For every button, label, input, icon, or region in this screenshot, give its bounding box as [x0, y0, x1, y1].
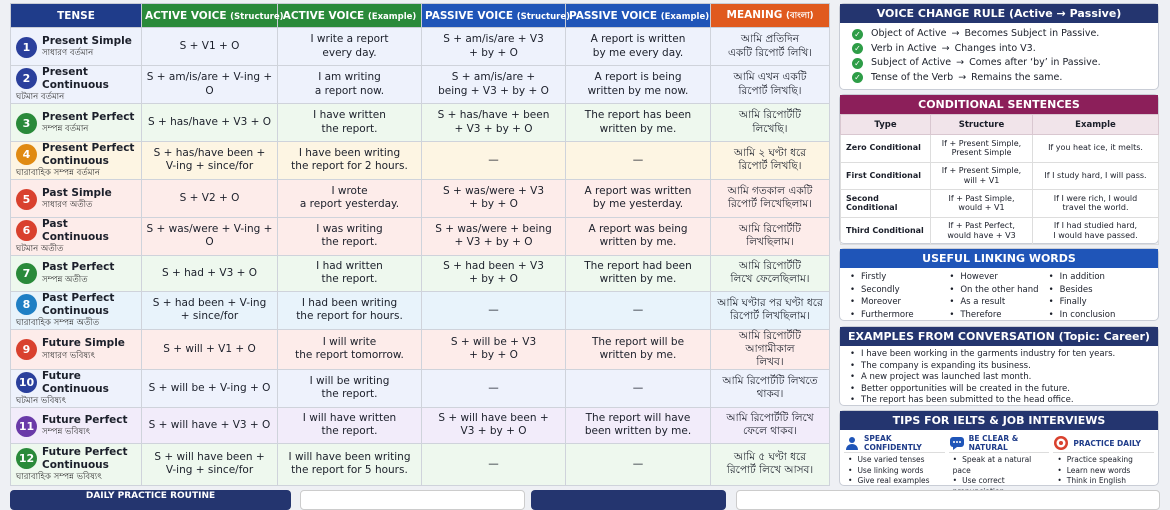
tense-name: Future Perfect — [42, 413, 128, 426]
tense-bangla-name: সম্পন্ন ভবিষ্যৎ — [42, 426, 91, 437]
linking-word: • As a result — [949, 296, 1048, 309]
linking-word: • Besides — [1049, 284, 1148, 297]
arrow-right-icon: → — [951, 28, 960, 39]
rule-item — [852, 71, 1146, 86]
column-header — [422, 4, 570, 28]
active-example-cell: I will have written the report. — [278, 407, 422, 443]
meaning-cell: আমি ঘণ্টার পর ঘণ্টা ধরে রিপোর্ট লিখছিলাম। — [711, 291, 830, 329]
conditional-row — [841, 217, 1159, 245]
conditional-column-header: Example — [1033, 115, 1159, 135]
passive-structure-cell: S + was/were + V3 + by + O — [422, 179, 566, 217]
tip-item: • Use correct — [953, 476, 1050, 497]
conditional-row — [841, 190, 1159, 218]
meaning-cell: আমি ২ ঘণ্টা ধরে রিপোর্ট লিখছি। — [711, 142, 830, 180]
column-header-main: MEANING — [726, 8, 783, 21]
linking-words-panel — [839, 248, 1159, 321]
tense-name: Present Perfect — [42, 110, 135, 123]
passive-example-cell: A report is being written by me now. — [566, 66, 711, 104]
tip-column-head — [949, 434, 1050, 452]
active-structure-cell: S + am/is/are + V-ing + O — [142, 66, 278, 104]
tense-bangla-name: ঘটমান ভবিষ্যৎ — [16, 396, 67, 407]
passive-example-cell: — — [566, 370, 711, 408]
tense-bangla-name: ঘারাবাহিক সম্পন্ন অতীত — [16, 318, 100, 328]
tip-item: • Give real examples — [848, 476, 945, 487]
tip-column-head — [844, 434, 945, 452]
passive-structure-cell: — — [422, 443, 566, 485]
active-example-cell: I will write the report tomorrow. — [278, 329, 422, 369]
table-body — [11, 28, 830, 486]
meaning-cell: আমি প্রতিদিন একটি রিপোর্ট লিখি। — [711, 28, 830, 66]
column-header-sub: (Structure) — [516, 11, 570, 22]
passive-structure-cell: S + am/is/are + V3 + by + O — [422, 28, 566, 66]
conditional-structure: If + Past Simple, would + V1 — [931, 190, 1033, 218]
tense-cell — [11, 407, 142, 443]
tense-number-badge: 1 — [16, 37, 37, 58]
active-structure-cell: S + will + V1 + O — [142, 329, 278, 369]
tense-number-badge: 10 — [16, 372, 37, 393]
tip-column-head — [1053, 434, 1154, 452]
table-row — [11, 179, 830, 217]
conditional-structure: If + Present Simple, Present Simple — [931, 135, 1033, 163]
tips-title: TIPS FOR IELTS & JOB INTERVIEWS — [840, 411, 1158, 430]
tip-item: • Speak at a natural pace — [953, 455, 1050, 476]
linking-word: • Moreover — [850, 296, 949, 309]
meaning-cell: আমি রিপোর্টটি লিখে ফেলে থাকব। — [711, 407, 830, 443]
tip-item: • Practice speaking — [1057, 455, 1154, 466]
tense-bangla-name: সম্পন্ন অতীত — [42, 274, 88, 285]
passive-example-cell: — — [566, 443, 711, 485]
table-row — [11, 104, 830, 142]
conversation-list — [840, 346, 1158, 410]
rule-from: Tense of the Verb — [871, 71, 954, 83]
conversation-example: • I have been working in the garments industry for ten years. — [850, 349, 1148, 361]
speech-bubble-icon — [949, 435, 965, 451]
tip-column-title: BE CLEAR & NATURAL — [968, 434, 1019, 452]
active-example-cell: I wrote a report yesterday. — [278, 179, 422, 217]
check-circle-icon: ✓ — [852, 43, 863, 54]
meaning-cell: আমি রিপোর্টটি লিখছিলাম। — [711, 217, 830, 255]
table-row — [11, 291, 830, 329]
passive-example-cell: — — [566, 291, 711, 329]
tense-number-badge: 4 — [16, 144, 37, 165]
passive-structure-cell: S + has/have + been + V3 + by + O — [422, 104, 566, 142]
column-header — [711, 4, 830, 28]
conditional-type: Third Conditional — [841, 217, 931, 245]
table-header-row — [11, 4, 830, 28]
tip-item: • Use linking words — [848, 466, 945, 477]
voice-change-rule-title: VOICE CHANGE RULE (Active → Passive) — [840, 4, 1158, 23]
linking-word: • In addition — [1049, 271, 1148, 284]
column-header — [566, 4, 711, 28]
active-example-cell: I have been writing the report for 2 hours. — [278, 142, 422, 180]
tense-name: Past Perfect Continuous — [42, 291, 115, 317]
rule-item — [852, 27, 1146, 42]
bottom-panel-right — [736, 490, 1160, 510]
passive-example-cell: A report was written by me yesterday. — [566, 179, 711, 217]
active-structure-cell: S + had been + V-ing + since/for — [142, 291, 278, 329]
tense-name: Future Simple — [42, 337, 125, 350]
active-structure-cell: S + will have been + V-ing + since/for — [142, 443, 278, 485]
voice-change-rule-list — [840, 23, 1158, 89]
linking-word: • However — [949, 271, 1048, 284]
passive-example-cell: The report will be written by me. — [566, 329, 711, 369]
active-structure-cell: S + was/were + V-ing + O — [142, 217, 278, 255]
arrow-right-icon: → — [958, 71, 967, 83]
active-example-cell: I was writing the report. — [278, 217, 422, 255]
conditional-table — [840, 114, 1159, 245]
column-header-main: PASSIVE VOICE — [425, 9, 514, 22]
tense-cell — [11, 142, 142, 180]
table-row — [11, 28, 830, 66]
linking-word: • Finally — [1049, 296, 1148, 309]
conditional-example: If I had studied hard, I would have passed. — [1033, 217, 1159, 245]
active-structure-cell: S + V1 + O — [142, 28, 278, 66]
tense-cell — [11, 217, 142, 255]
passive-example-cell: The report has been written by me. — [566, 104, 711, 142]
column-header-sub: (বাংলা) — [786, 10, 814, 21]
column-header-main: TENSE — [57, 9, 95, 22]
conversation-example: • Better opportunities will be created in the future. — [850, 384, 1148, 396]
meaning-cell: আমি রিপোর্টটি আগামীকাল লিখব। — [711, 329, 830, 369]
conditional-title: CONDITIONAL SENTENCES — [840, 95, 1158, 114]
passive-structure-cell: — — [422, 142, 566, 180]
column-header — [142, 4, 284, 28]
active-example-cell: I write a report every day. — [278, 28, 422, 66]
conditional-example: If I were rich, I would travel the world. — [1033, 190, 1159, 218]
conversation-panel — [839, 326, 1159, 406]
passive-structure-cell: — — [422, 291, 566, 329]
bottom-panel-middle — [300, 490, 525, 510]
tense-cell — [11, 255, 142, 291]
passive-structure-cell: S + had been + V3 + by + O — [422, 255, 566, 291]
conditional-column-header: Type — [841, 115, 931, 135]
table-row — [11, 407, 830, 443]
person-icon — [844, 435, 860, 451]
column-header-sub: (Structure) — [230, 11, 284, 22]
conversation-example: • The company is expanding its business. — [850, 361, 1148, 373]
target-icon — [1053, 435, 1069, 451]
tense-name: Past Simple — [42, 186, 112, 199]
column-header-main: ACTIVE VOICE — [145, 9, 227, 22]
conditional-body — [841, 135, 1159, 245]
tense-table — [10, 3, 830, 486]
table-row — [11, 370, 830, 408]
column-header-sub: (Example) — [367, 11, 417, 22]
meaning-cell: আমি এখন একটি রিপোর্ট লিখছি। — [711, 66, 830, 104]
conditional-structure: If + Past Perfect, would have + V3 — [931, 217, 1033, 245]
passive-example-cell: A report is written by me every day. — [566, 28, 711, 66]
conditional-example: If you heat ice, it melts. — [1033, 135, 1159, 163]
rule-to: Changes into V3. — [954, 42, 1036, 54]
passive-example-cell: A report was being written by me. — [566, 217, 711, 255]
tense-number-badge: 2 — [16, 68, 37, 89]
conditional-row — [841, 135, 1159, 163]
tense-number-badge: 8 — [16, 294, 37, 315]
tense-name: Present Simple — [42, 34, 132, 47]
tense-bangla-name: ঘটমান অতীত — [16, 244, 64, 255]
conditional-type: Zero Conditional — [841, 135, 931, 163]
linking-word: • Therefore — [949, 309, 1048, 322]
linking-words-title: USEFUL LINKING WORDS — [840, 249, 1158, 268]
column-header-sub: (Example) — [660, 11, 710, 22]
tense-cell — [11, 370, 142, 408]
tense-name: Past Perfect — [42, 261, 115, 274]
tense-name: Future Continuous — [42, 370, 109, 396]
active-example-cell: I had written the report. — [278, 255, 422, 291]
rule-from: Object of Active — [871, 28, 947, 39]
daily-practice-banner — [10, 490, 291, 510]
active-example-cell: I will be writing the report. — [278, 370, 422, 408]
tips-panel — [839, 410, 1159, 486]
tense-bangla-name: ঘারাবাহিক সম্পন্ন ভবিষ্যৎ — [16, 472, 102, 483]
conditional-type: Second Conditional — [841, 190, 931, 218]
active-structure-cell: S + will be + V-ing + O — [142, 370, 278, 408]
arrow-right-icon: → — [956, 57, 965, 68]
column-header-main: ACTIVE VOICE — [282, 9, 365, 22]
tense-cell — [11, 291, 142, 329]
column-header-main: PASSIVE VOICE — [569, 9, 658, 22]
linking-words-grid — [840, 268, 1158, 321]
linking-word: • In conclusion — [1049, 309, 1148, 322]
conditional-row — [841, 162, 1159, 190]
tip-column-title: PRACTICE DAILY — [1073, 438, 1141, 448]
tense-number-badge: 6 — [16, 220, 37, 241]
tense-cell — [11, 443, 142, 485]
table-row — [11, 217, 830, 255]
arrow-right-icon: → — [941, 42, 950, 54]
tense-number-badge: 11 — [16, 416, 37, 437]
tense-name: Past Continuous — [42, 217, 109, 243]
meaning-cell: আমি রিপোর্টটি লিখে ফেলেছিলাম। — [711, 255, 830, 291]
tense-cell — [11, 66, 142, 104]
table-row — [11, 142, 830, 180]
conversation-example: • The report has been submitted to the head office. — [850, 395, 1148, 407]
active-example-cell: I have written the report. — [278, 104, 422, 142]
tense-bangla-name: সম্পন্ন বর্তমান — [42, 123, 89, 134]
linking-word: • Furthermore — [850, 309, 949, 322]
rule-to: Remains the same. — [971, 71, 1063, 83]
rule-from: Subject of Active — [871, 57, 952, 68]
rule-to: Comes after ‘by’ in Passive. — [969, 57, 1101, 68]
linking-word: • Firstly — [850, 271, 949, 284]
passive-structure-cell: S + am/is/are + being + V3 + by + O — [422, 66, 566, 104]
active-example-cell: I am writing a report now. — [278, 66, 422, 104]
voice-change-rule-panel — [839, 3, 1159, 90]
tip-item: • Use varied tenses — [848, 455, 945, 466]
tense-number-badge: 5 — [16, 189, 37, 210]
tip-list — [1053, 452, 1154, 487]
conditional-header-row — [841, 115, 1159, 135]
rule-item — [852, 42, 1146, 57]
linking-word: • On the other hand — [949, 284, 1048, 297]
passive-structure-cell: — — [422, 370, 566, 408]
tense-cell — [11, 179, 142, 217]
check-circle-icon: ✓ — [852, 58, 863, 69]
active-structure-cell: S + will have + V3 + O — [142, 407, 278, 443]
tip-item: • Think in English — [1057, 476, 1154, 487]
column-header — [278, 4, 422, 28]
meaning-cell: আমি গতকাল একটি রিপোর্ট লিখেছিলাম। — [711, 179, 830, 217]
tip-item: • Learn new words — [1057, 466, 1154, 477]
passive-example-cell: — — [566, 142, 711, 180]
meaning-cell: আমি রিপোর্টটি লিখেছি। — [711, 104, 830, 142]
conversation-title: EXAMPLES FROM CONVERSATION (Topic: Career) — [840, 327, 1158, 346]
rule-item — [852, 56, 1146, 71]
conversation-example: • A new project was launched last month. — [850, 372, 1148, 384]
tense-name: Future Perfect Continuous — [42, 445, 128, 472]
tense-bangla-name: ঘারাবাহিক সম্পন্ন বর্তমান — [16, 168, 100, 179]
active-structure-cell: S + has/have + V3 + O — [142, 104, 278, 142]
active-example-cell: I had been writing the report for hours. — [278, 291, 422, 329]
tense-bangla-name: ঘটমান বর্তমান — [16, 92, 65, 103]
conditional-example: If I study hard, I will pass. — [1033, 162, 1159, 190]
tense-cell — [11, 329, 142, 369]
conditional-structure: If + Present Simple, will + V1 — [931, 162, 1033, 190]
conditional-column-header: Structure — [931, 115, 1033, 135]
conditional-panel — [839, 94, 1159, 244]
meaning-cell: আমি রিপোর্টটি লিখতে থাকব। — [711, 370, 830, 408]
rule-to: Becomes Subject in Passive. — [964, 28, 1100, 39]
tense-number-badge: 9 — [16, 339, 37, 360]
tense-bangla-name: সাধারণ অতীত — [42, 199, 93, 210]
bottom-panel-middle-dark — [531, 490, 726, 510]
check-circle-icon: ✓ — [852, 72, 863, 83]
tip-list — [844, 452, 945, 487]
tense-number-badge: 12 — [16, 448, 37, 469]
active-example-cell: I will have been writing the report for 5 hours. — [278, 443, 422, 485]
active-structure-cell: S + V2 + O — [142, 179, 278, 217]
tense-cell — [11, 28, 142, 66]
tense-name: Present Perfect Continuous — [42, 142, 135, 168]
table-row — [11, 443, 830, 485]
linking-word: • Secondly — [850, 284, 949, 297]
passive-example-cell: The report will have been written by me. — [566, 407, 711, 443]
column-header — [11, 4, 142, 28]
tense-bangla-name: সাধারণ ভবিষ্যৎ — [42, 350, 96, 361]
tense-name: Present Continuous — [42, 66, 109, 92]
daily-practice-title: DAILY PRACTICE ROUTINE — [85, 491, 216, 501]
tip-column-title: SPEAK CONFIDENTLY — [864, 434, 922, 452]
active-structure-cell: S + had + V3 + O — [142, 255, 278, 291]
passive-structure-cell: S + was/were + being + V3 + by + O — [422, 217, 566, 255]
passive-structure-cell: S + will have been + V3 + by + O — [422, 407, 566, 443]
rule-from: Verb in Active — [871, 42, 937, 54]
check-circle-icon: ✓ — [852, 29, 863, 40]
active-structure-cell: S + has/have been + V-ing + since/for — [142, 142, 278, 180]
tense-number-badge: 7 — [16, 263, 37, 284]
tense-cell — [11, 104, 142, 142]
meaning-cell: আমি ৫ ঘণ্টা ধরে রিপোর্ট লিখে আসব। — [711, 443, 830, 485]
table-row — [11, 255, 830, 291]
conditional-type: First Conditional — [841, 162, 931, 190]
passive-structure-cell: S + will be + V3 + by + O — [422, 329, 566, 369]
tense-bangla-name: সাধারণ বর্তমান — [42, 47, 94, 58]
table-row — [11, 66, 830, 104]
tense-number-badge: 3 — [16, 113, 37, 134]
passive-example-cell: The report had been written by me. — [566, 255, 711, 291]
table-row — [11, 329, 830, 369]
